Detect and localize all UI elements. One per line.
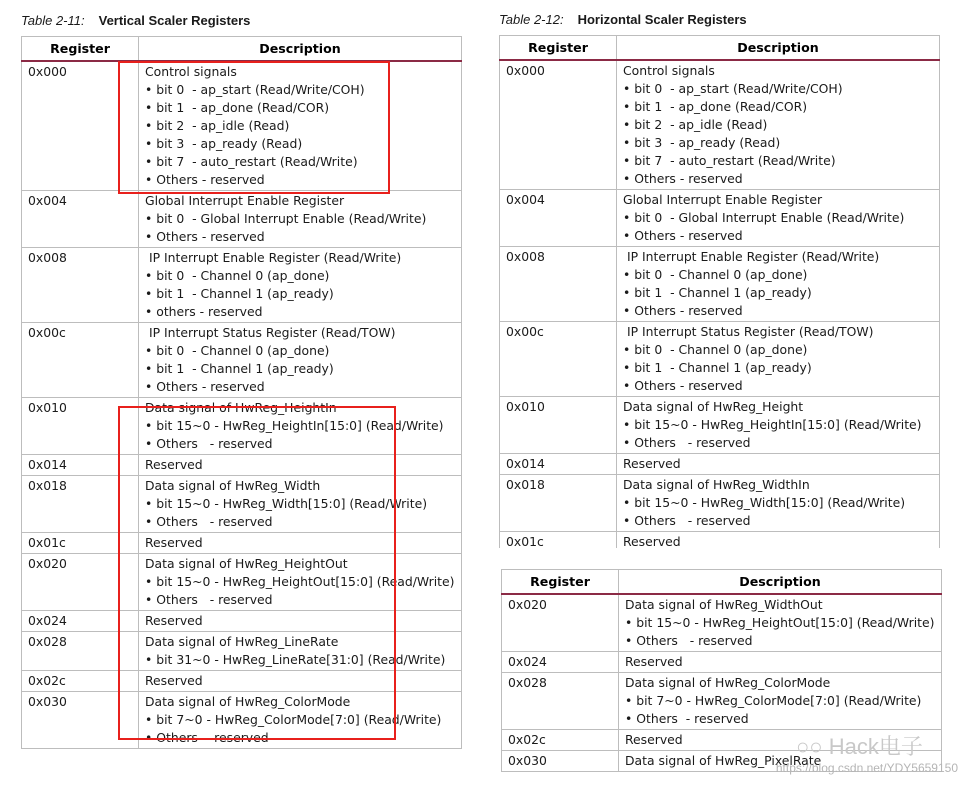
register-row bbox=[22, 191, 462, 248]
register-description bbox=[617, 532, 940, 549]
watermark-logo bbox=[796, 730, 923, 761]
register-description bbox=[617, 60, 940, 190]
left-caption-number: Table 2-11: bbox=[21, 13, 85, 28]
description-line: Control signals bbox=[145, 64, 237, 79]
description-line: • bit 0 - Channel 0 (ap_done) bbox=[145, 343, 330, 358]
register-row bbox=[22, 248, 462, 323]
watermark-url: https://blog.csdn.net/YDY5659150 bbox=[775, 761, 958, 775]
register-row bbox=[22, 455, 462, 476]
description-line: IP Interrupt Status Register (Read/TOW) bbox=[145, 325, 396, 340]
description-line: • bit 7 - auto_restart (Read/Write) bbox=[145, 154, 358, 169]
column-header-register: Register bbox=[500, 36, 617, 61]
column-header-description: Description bbox=[619, 570, 942, 595]
description-line: • Others - reserved bbox=[623, 435, 751, 450]
description-line: • Others - reserved bbox=[623, 378, 743, 393]
description-line: Reserved bbox=[145, 535, 203, 550]
description-line: Data signal of HwReg_ColorMode bbox=[145, 694, 351, 709]
description-line: • Others - reserved bbox=[145, 379, 265, 394]
description-line: • bit 31~0 - HwReg_LineRate[31:0] (Read/Write) bbox=[145, 652, 446, 667]
vertical-scaler-register-table bbox=[21, 36, 462, 749]
description-line: • Others - reserved bbox=[145, 229, 265, 244]
description-line: • bit 0 - Channel 0 (ap_done) bbox=[623, 342, 808, 357]
description-line: Reserved bbox=[623, 534, 681, 548]
description-line: • bit 1 - Channel 1 (ap_ready) bbox=[623, 285, 812, 300]
left-caption-title: Vertical Scaler Registers bbox=[98, 13, 251, 28]
description-line: Data signal of HwReg_ColorMode bbox=[625, 675, 831, 690]
description-line: Data signal of HwReg_WidthOut bbox=[625, 597, 823, 612]
description-line: • bit 15~0 - HwReg_HeightIn[15:0] (Read/Write) bbox=[623, 417, 922, 432]
register-address: 0x000 bbox=[500, 60, 617, 190]
register-address: 0x010 bbox=[500, 397, 617, 454]
register-address: 0x01c bbox=[500, 532, 617, 549]
right-caption-title: Horizontal Scaler Registers bbox=[577, 12, 747, 27]
register-description bbox=[139, 554, 462, 611]
description-line: • Others - reserved bbox=[623, 228, 743, 243]
register-row bbox=[22, 692, 462, 749]
left-table-caption bbox=[21, 13, 250, 28]
description-line: • Others - reserved bbox=[145, 436, 273, 451]
register-row bbox=[22, 554, 462, 611]
register-description bbox=[617, 454, 940, 475]
description-line: • bit 3 - ap_ready (Read) bbox=[145, 136, 303, 151]
register-address: 0x030 bbox=[502, 751, 619, 772]
description-line: • bit 1 - ap_done (Read/COR) bbox=[145, 100, 330, 115]
register-description bbox=[139, 191, 462, 248]
right-table-caption bbox=[499, 12, 747, 27]
description-line: • bit 15~0 - HwReg_Width[15:0] (Read/Write) bbox=[145, 496, 428, 511]
register-address: 0x02c bbox=[22, 671, 139, 692]
column-header-register: Register bbox=[22, 37, 139, 62]
column-header-register: Register bbox=[502, 570, 619, 595]
register-description bbox=[139, 611, 462, 632]
description-line: IP Interrupt Enable Register (Read/Write) bbox=[145, 250, 402, 265]
register-address: 0x004 bbox=[22, 191, 139, 248]
description-line: IP Interrupt Status Register (Read/TOW) bbox=[623, 324, 874, 339]
register-description bbox=[617, 322, 940, 397]
description-line: • bit 2 - ap_idle (Read) bbox=[145, 118, 290, 133]
column-header-description: Description bbox=[617, 36, 940, 61]
description-line: Data signal of HwReg_HeightOut bbox=[145, 556, 348, 571]
register-row bbox=[22, 398, 462, 455]
description-line: • bit 0 - ap_start (Read/Write/COH) bbox=[145, 82, 365, 97]
description-line: • bit 7~0 - HwReg_ColorMode[7:0] (Read/Write) bbox=[145, 712, 442, 727]
description-line: Global Interrupt Enable Register bbox=[145, 193, 345, 208]
register-description bbox=[619, 673, 942, 730]
register-address: 0x00c bbox=[22, 323, 139, 398]
register-row bbox=[502, 594, 942, 652]
description-line: IP Interrupt Enable Register (Read/Write) bbox=[623, 249, 880, 264]
register-address: 0x020 bbox=[22, 554, 139, 611]
right-caption-number: Table 2-12: bbox=[499, 12, 564, 27]
register-address: 0x018 bbox=[22, 476, 139, 533]
description-line: • Others - reserved bbox=[145, 514, 273, 529]
register-row bbox=[22, 61, 462, 191]
description-line: • bit 1 - Channel 1 (ap_ready) bbox=[623, 360, 812, 375]
description-line: • bit 7~0 - HwReg_ColorMode[7:0] (Read/Write) bbox=[625, 693, 922, 708]
horizontal-scaler-register-table bbox=[499, 35, 940, 548]
description-line: • bit 0 - Global Interrupt Enable (Read/Write) bbox=[145, 211, 427, 226]
register-address: 0x01c bbox=[22, 533, 139, 554]
register-address: 0x030 bbox=[22, 692, 139, 749]
register-address: 0x024 bbox=[502, 652, 619, 673]
description-line: • bit 2 - ap_idle (Read) bbox=[623, 117, 768, 132]
register-description bbox=[139, 476, 462, 533]
register-row bbox=[22, 533, 462, 554]
register-description bbox=[139, 323, 462, 398]
description-line: • Others - reserved bbox=[145, 730, 269, 745]
watermark-text: Hack电子 bbox=[828, 734, 923, 759]
register-row bbox=[502, 673, 942, 730]
description-line: • Others - reserved bbox=[623, 303, 743, 318]
wechat-icon: ○○ bbox=[796, 734, 823, 759]
description-line: • Others - reserved bbox=[625, 633, 753, 648]
register-row bbox=[500, 322, 940, 397]
register-description bbox=[139, 61, 462, 191]
description-line: Control signals bbox=[623, 63, 715, 78]
description-line: • bit 15~0 - HwReg_Width[15:0] (Read/Write) bbox=[623, 495, 906, 510]
register-row bbox=[500, 454, 940, 475]
description-line: • bit 3 - ap_ready (Read) bbox=[623, 135, 781, 150]
description-line: Global Interrupt Enable Register bbox=[623, 192, 823, 207]
register-description bbox=[139, 248, 462, 323]
register-description bbox=[619, 652, 942, 673]
column-header-description: Description bbox=[139, 37, 462, 62]
description-line: • Others - reserved bbox=[145, 172, 265, 187]
description-line: Data signal of HwReg_Width bbox=[145, 478, 321, 493]
register-address: 0x008 bbox=[22, 248, 139, 323]
description-line: Reserved bbox=[625, 732, 683, 747]
register-description bbox=[617, 475, 940, 532]
register-row bbox=[502, 652, 942, 673]
register-row bbox=[22, 611, 462, 632]
description-line: • bit 15~0 - HwReg_HeightOut[15:0] (Read/Write) bbox=[625, 615, 935, 630]
register-description bbox=[617, 397, 940, 454]
register-address: 0x004 bbox=[500, 190, 617, 247]
description-line: • bit 1 - Channel 1 (ap_ready) bbox=[145, 286, 334, 301]
register-address: 0x02c bbox=[502, 730, 619, 751]
description-line: Data signal of HwReg_PixelRate bbox=[625, 753, 822, 768]
description-line: • bit 15~0 - HwReg_HeightOut[15:0] (Read/Write) bbox=[145, 574, 455, 589]
description-line: • bit 7 - auto_restart (Read/Write) bbox=[623, 153, 836, 168]
description-line: • Others - reserved bbox=[625, 711, 749, 726]
description-line: • Others - reserved bbox=[145, 592, 273, 607]
register-description bbox=[617, 190, 940, 247]
register-description bbox=[139, 671, 462, 692]
register-description bbox=[139, 632, 462, 671]
register-address: 0x000 bbox=[22, 61, 139, 191]
description-line: Reserved bbox=[625, 654, 683, 669]
description-line: • bit 15~0 - HwReg_HeightIn[15:0] (Read/Write) bbox=[145, 418, 444, 433]
description-line: Reserved bbox=[145, 673, 203, 688]
description-line: Data signal of HwReg_LineRate bbox=[145, 634, 339, 649]
description-line: • Others - reserved bbox=[623, 513, 751, 528]
description-line: Reserved bbox=[145, 457, 203, 472]
register-description bbox=[139, 533, 462, 554]
register-address: 0x028 bbox=[502, 673, 619, 730]
register-row bbox=[22, 671, 462, 692]
register-address: 0x010 bbox=[22, 398, 139, 455]
register-address: 0x018 bbox=[500, 475, 617, 532]
register-row bbox=[500, 60, 940, 190]
register-address: 0x028 bbox=[22, 632, 139, 671]
description-line: • bit 0 - ap_start (Read/Write/COH) bbox=[623, 81, 843, 96]
description-line: • bit 1 - ap_done (Read/COR) bbox=[623, 99, 808, 114]
description-line: • bit 0 - Channel 0 (ap_done) bbox=[145, 268, 330, 283]
register-row bbox=[22, 323, 462, 398]
register-row bbox=[500, 397, 940, 454]
register-address: 0x024 bbox=[22, 611, 139, 632]
register-description bbox=[139, 398, 462, 455]
register-row bbox=[500, 247, 940, 322]
register-row bbox=[500, 190, 940, 247]
description-line: • bit 0 - Channel 0 (ap_done) bbox=[623, 267, 808, 282]
register-description bbox=[619, 594, 942, 652]
register-description bbox=[139, 692, 462, 749]
description-line: Reserved bbox=[145, 613, 203, 628]
description-line: • Others - reserved bbox=[623, 171, 743, 186]
register-row bbox=[500, 532, 940, 549]
register-row bbox=[22, 632, 462, 671]
register-address: 0x020 bbox=[502, 594, 619, 652]
register-address: 0x008 bbox=[500, 247, 617, 322]
horizontal-scaler-table-clip bbox=[499, 35, 940, 548]
description-line: • bit 1 - Channel 1 (ap_ready) bbox=[145, 361, 334, 376]
description-line: Data signal of HwReg_WidthIn bbox=[623, 477, 810, 492]
register-description bbox=[139, 455, 462, 476]
description-line: Data signal of HwReg_Height bbox=[623, 399, 804, 414]
register-address: 0x00c bbox=[500, 322, 617, 397]
register-row bbox=[22, 476, 462, 533]
description-line: • bit 0 - Global Interrupt Enable (Read/Write) bbox=[623, 210, 905, 225]
description-line: Reserved bbox=[623, 456, 681, 471]
register-address: 0x014 bbox=[22, 455, 139, 476]
register-row bbox=[500, 475, 940, 532]
description-line: • others - reserved bbox=[145, 304, 263, 319]
register-address: 0x014 bbox=[500, 454, 617, 475]
register-description bbox=[617, 247, 940, 322]
description-line: Data signal of HwReg_HeightIn bbox=[145, 400, 337, 415]
